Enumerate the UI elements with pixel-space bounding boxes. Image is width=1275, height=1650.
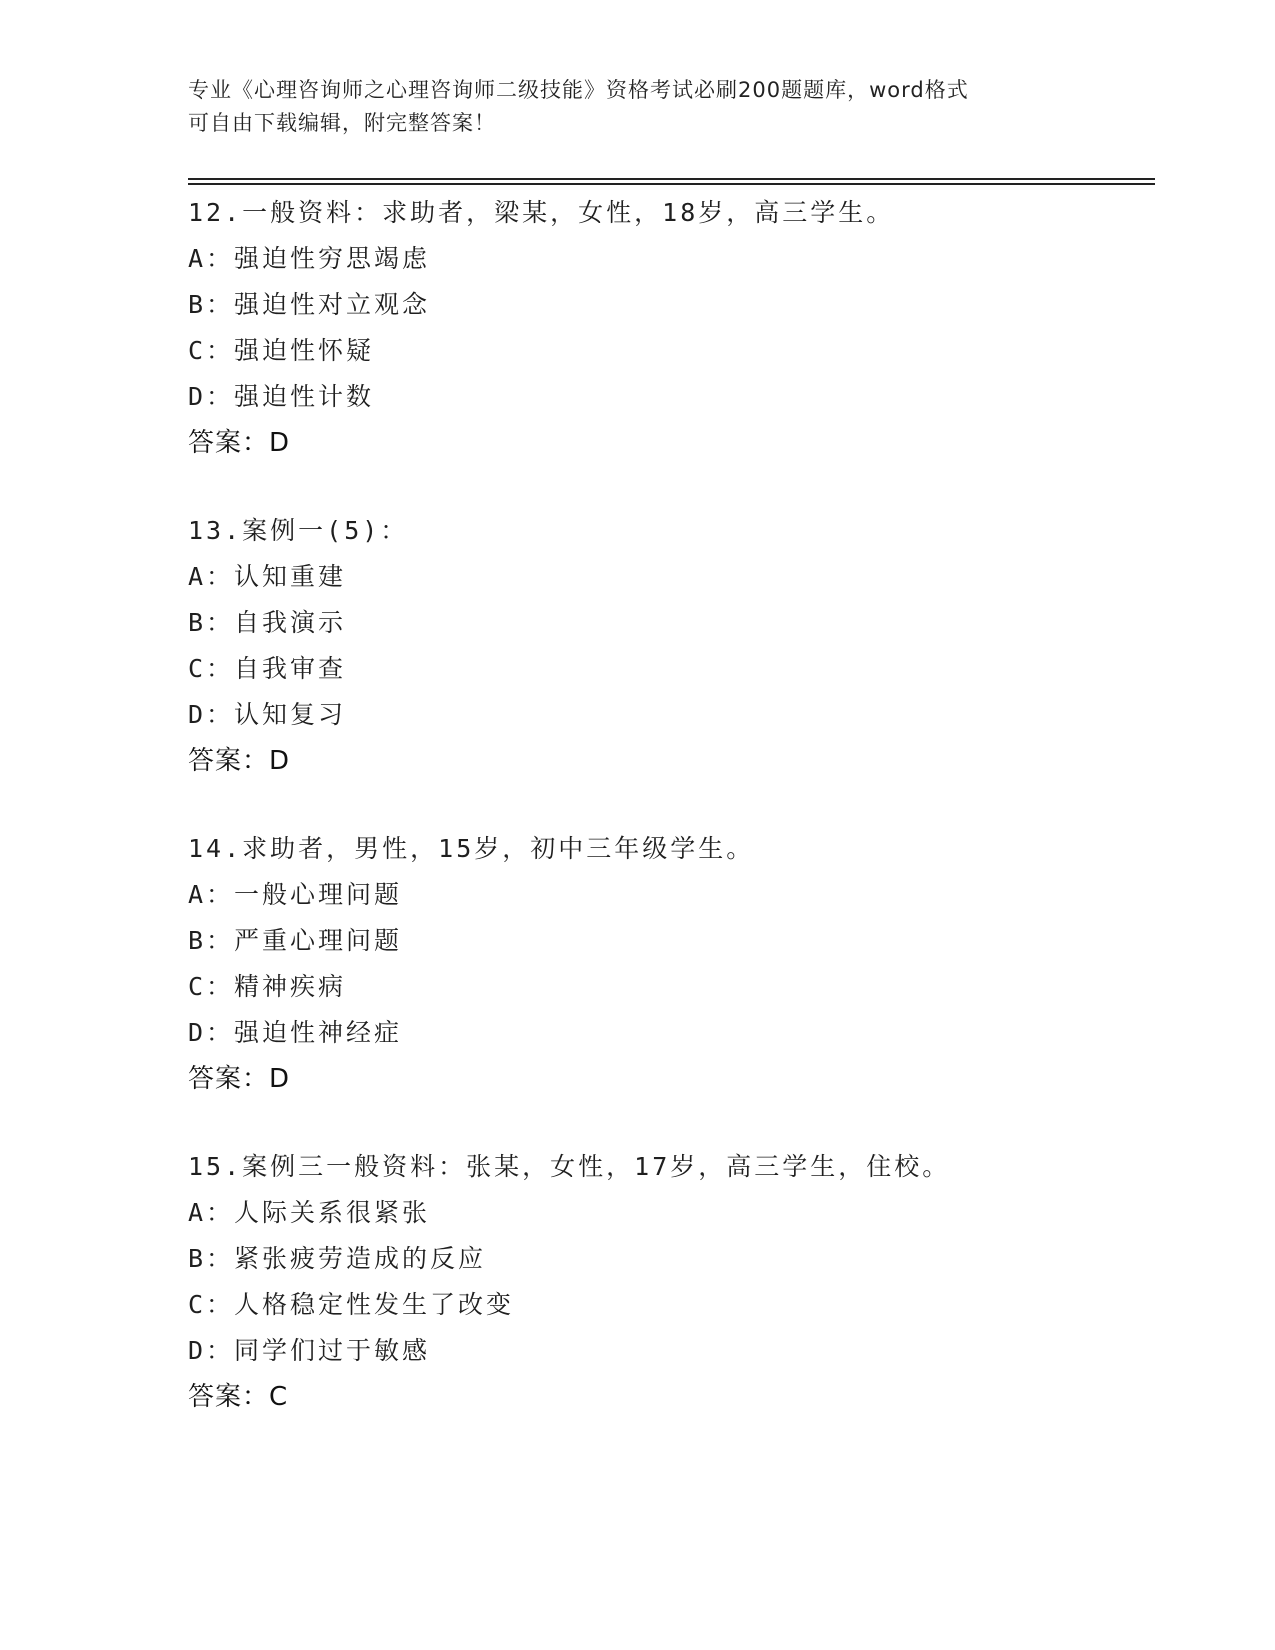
header-divider-bottom	[188, 183, 1155, 185]
option-c: C：强迫性怀疑	[188, 336, 375, 365]
question-stem: 13.案例一(5)：	[188, 516, 409, 545]
option-b: B：自我演示	[188, 608, 347, 637]
option-a: A：认知重建	[188, 562, 347, 591]
option-c: C：人格稳定性发生了改变	[188, 1290, 515, 1319]
option-b: B：严重心理问题	[188, 926, 403, 955]
document-header	[188, 74, 1088, 140]
option-d: D：强迫性神经症	[188, 1018, 403, 1047]
question-14	[188, 826, 1148, 1102]
answer: 答案：D	[188, 1064, 291, 1094]
option-a: A：强迫性穷思竭虑	[188, 244, 431, 273]
header-line-2: 可自由下载编辑，附完整答案！	[188, 111, 496, 135]
question-13	[188, 508, 1148, 784]
question-stem: 15.案例三一般资料：张某，女性，17岁，高三学生，住校。	[188, 1152, 951, 1181]
header-divider-top	[188, 178, 1155, 180]
option-b: B：强迫性对立观念	[188, 290, 431, 319]
option-d: D：强迫性计数	[188, 382, 375, 411]
option-b: B：紧张疲劳造成的反应	[188, 1244, 487, 1273]
question-15	[188, 1144, 1148, 1420]
option-c: C：自我审查	[188, 654, 347, 683]
question-list	[188, 190, 1148, 1462]
question-stem: 14.求助者，男性，15岁，初中三年级学生。	[188, 834, 755, 863]
option-a: A：一般心理问题	[188, 880, 403, 909]
option-d: D：认知复习	[188, 700, 347, 729]
answer: 答案：C	[188, 1382, 289, 1412]
header-line-1: 专业《心理咨询师之心理咨询师二级技能》资格考试必刷200题题库，word格式	[188, 78, 969, 102]
answer: 答案：D	[188, 746, 291, 776]
option-d: D：同学们过于敏感	[188, 1336, 431, 1365]
answer: 答案：D	[188, 428, 291, 458]
option-c: C：精神疾病	[188, 972, 347, 1001]
option-a: A：人际关系很紧张	[188, 1198, 431, 1227]
question-12	[188, 190, 1148, 466]
question-stem: 12.一般资料：求助者，梁某，女性，18岁，高三学生。	[188, 198, 895, 227]
